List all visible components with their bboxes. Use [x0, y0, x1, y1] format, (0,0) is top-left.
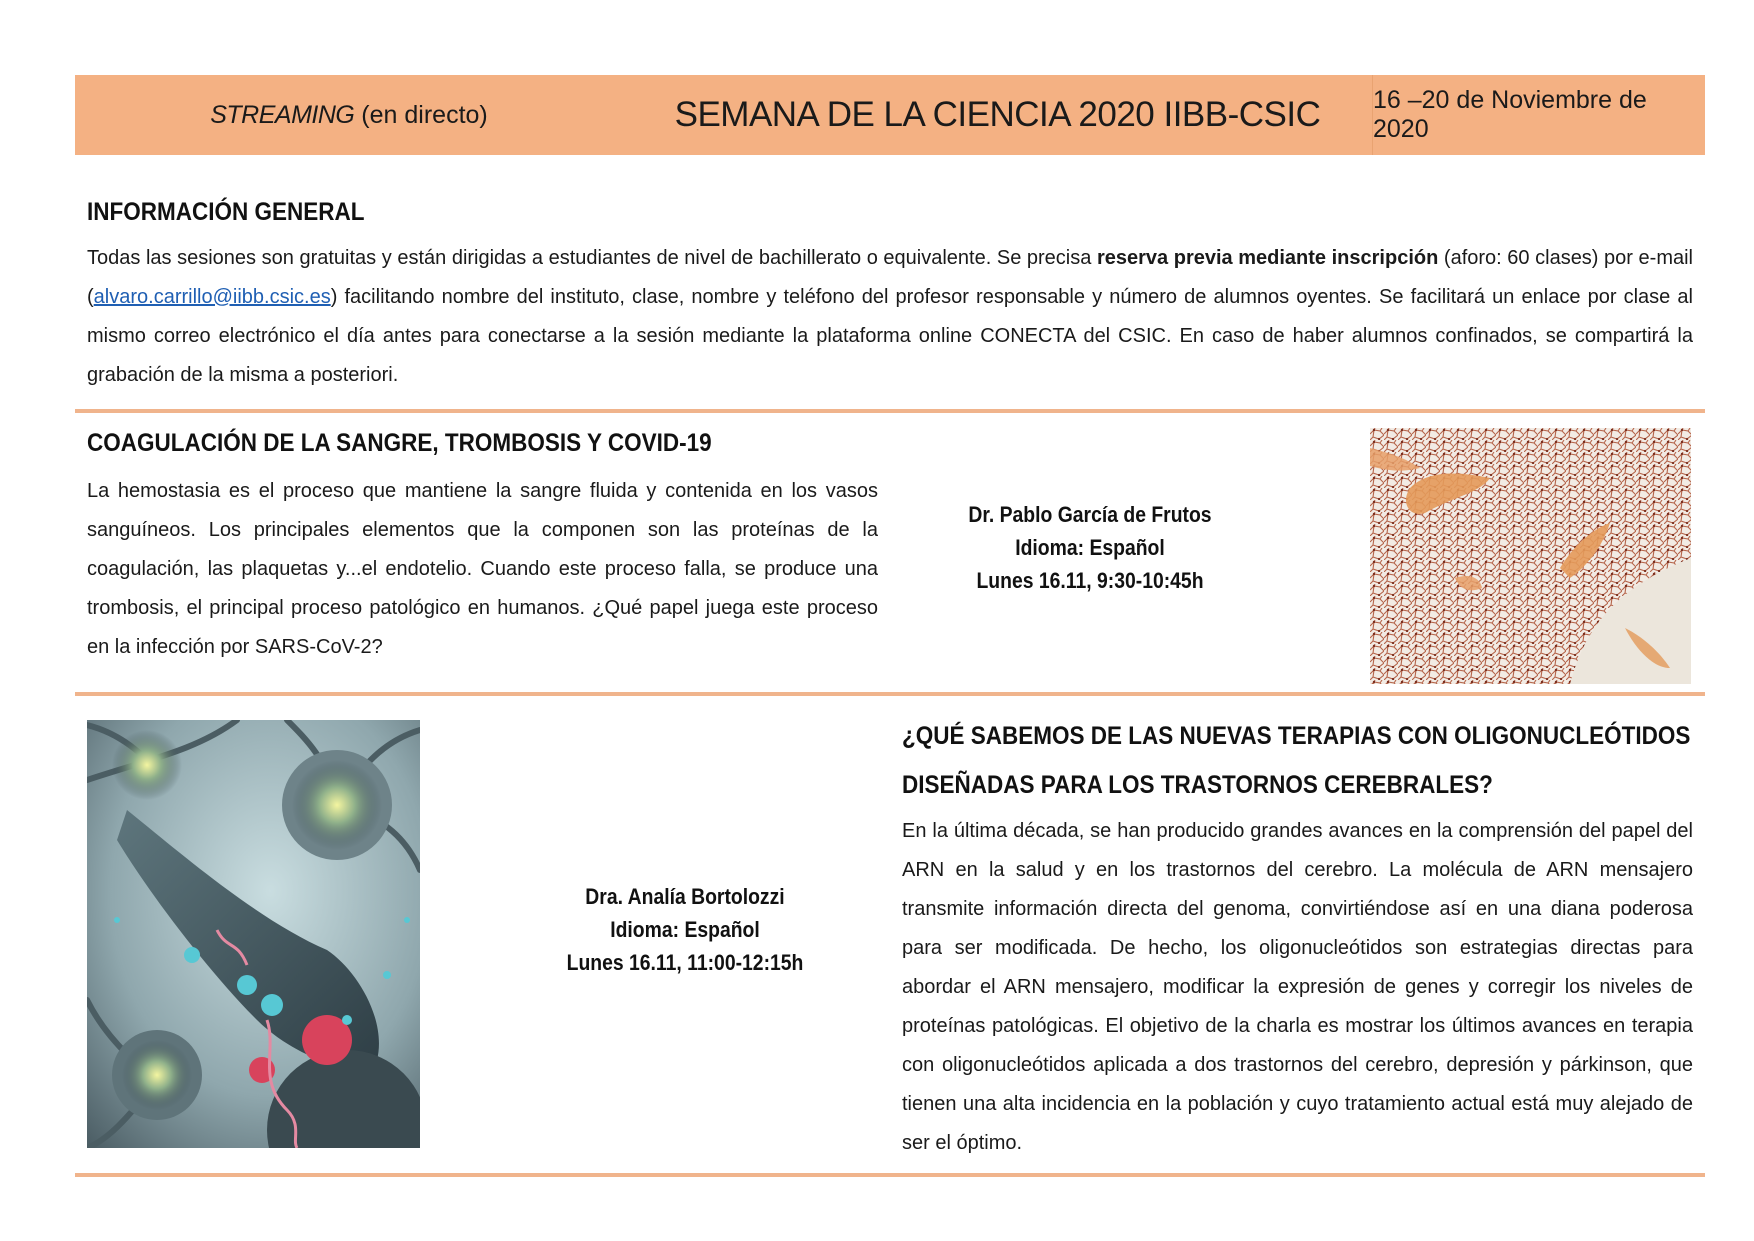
header-streaming-rest: (en directo)	[354, 100, 488, 129]
talk2-schedule: Lunes 16.11, 11:00-12:15h	[566, 950, 804, 975]
header-bar	[75, 75, 1705, 155]
talk2-title-line1: ¿QUÉ SABEMOS DE LAS NUEVAS TERAPIAS CON OLIGONUCLEÓTIDOS	[902, 722, 1691, 750]
talk1-title: COAGULACIÓN DE LA SANGRE, TROMBOSIS Y COVID-19	[87, 429, 712, 457]
section-divider	[75, 692, 1705, 696]
talk2-language: Idioma: Español	[610, 917, 760, 942]
section-divider	[75, 409, 1705, 413]
header-event-title: SEMANA DE LA CIENCIA 2020 IIBB-CSIC	[623, 75, 1373, 155]
general-info-text	[87, 239, 1693, 395]
talk2-abstract: En la última década, se han producido grandes avances en la comprensión del papel del ARN en la salud y en los trastornos del cerebro. La molécula de ARN mensajero transmite información directa del genoma, convirtiéndose así en una diana poderosa para ser modificada. De hecho, los oligonucleótidos son estrategias directas para abordar el ARN mensajero, modificar la expresión de genes y corregir los niveles de proteínas patológicas. El objetivo de la charla es mostrar los últimos avances en terapia con oligonucleótidos aplicada a dos trastornos del cerebro, depresión y párkinson, que tienen una alta incidencia en la población y cuyo tratamiento actual está muy alejado de ser el óptimo.	[902, 820, 1693, 1154]
talk1-language: Idioma: Español	[1015, 535, 1165, 560]
talk2-speaker: Dra. Analía Bortolozzi	[585, 884, 785, 909]
header-streaming-italic: STREAMING	[210, 100, 355, 129]
talk2-title	[902, 719, 1691, 803]
general-info-p2: (aforo: 60 clases) por e-mail (	[87, 247, 1693, 308]
general-info-p1: Todas las sesiones son gratuitas y están dirigidas a estudiantes de nivel de bachillerato o equivalente. Se precisa	[87, 247, 1097, 269]
talk1-schedule: Lunes 16.11, 9:30-10:45h	[976, 568, 1204, 593]
header-dates: 16 –20 de Noviembre de 2020	[1373, 86, 1647, 143]
contact-email-link[interactable]: alvaro.carrillo@iibb.csic.es	[93, 286, 331, 308]
talk1-speaker: Dr. Pablo García de Frutos	[968, 502, 1212, 527]
talk2-info	[549, 880, 822, 979]
section-divider	[75, 1173, 1705, 1177]
header-streaming	[75, 75, 623, 155]
talk1-info	[940, 498, 1239, 597]
general-info-title: INFORMACIÓN GENERAL	[87, 198, 365, 226]
talk2-title-line2: DISEÑADAS PARA LOS TRASTORNOS CEREBRALES?	[902, 771, 1493, 799]
lung-tissue-image	[1370, 428, 1691, 684]
neuron-illustration-image	[87, 720, 420, 1148]
talk1-abstract: La hemostasia es el proceso que mantiene la sangre fluida y contenida en los vasos sanguíneos. Los principales elementos que la componen son las proteínas de la coagulación, las plaquetas y...el endotelio. Cuando este proceso falla, se produce una trombosis, el principal proceso patológico en humanos. ¿Qué papel juega este proceso en la infección por SARS-CoV-2?	[87, 480, 878, 658]
general-info-bold: reserva previa mediante inscripción	[1096, 247, 1439, 269]
general-info-p3: ) facilitando nombre del instituto, clase, nombre y teléfono del profesor responsable y número de alumnos oyentes. Se facilitará un enlace por clase al mismo correo electrónico el día antes para conectarse a la sesión mediante la plataforma online CONECTA del CSIC. En caso de haber alumnos confinados, se compartirá la grabación de la misma a posteriori.	[87, 286, 1693, 386]
